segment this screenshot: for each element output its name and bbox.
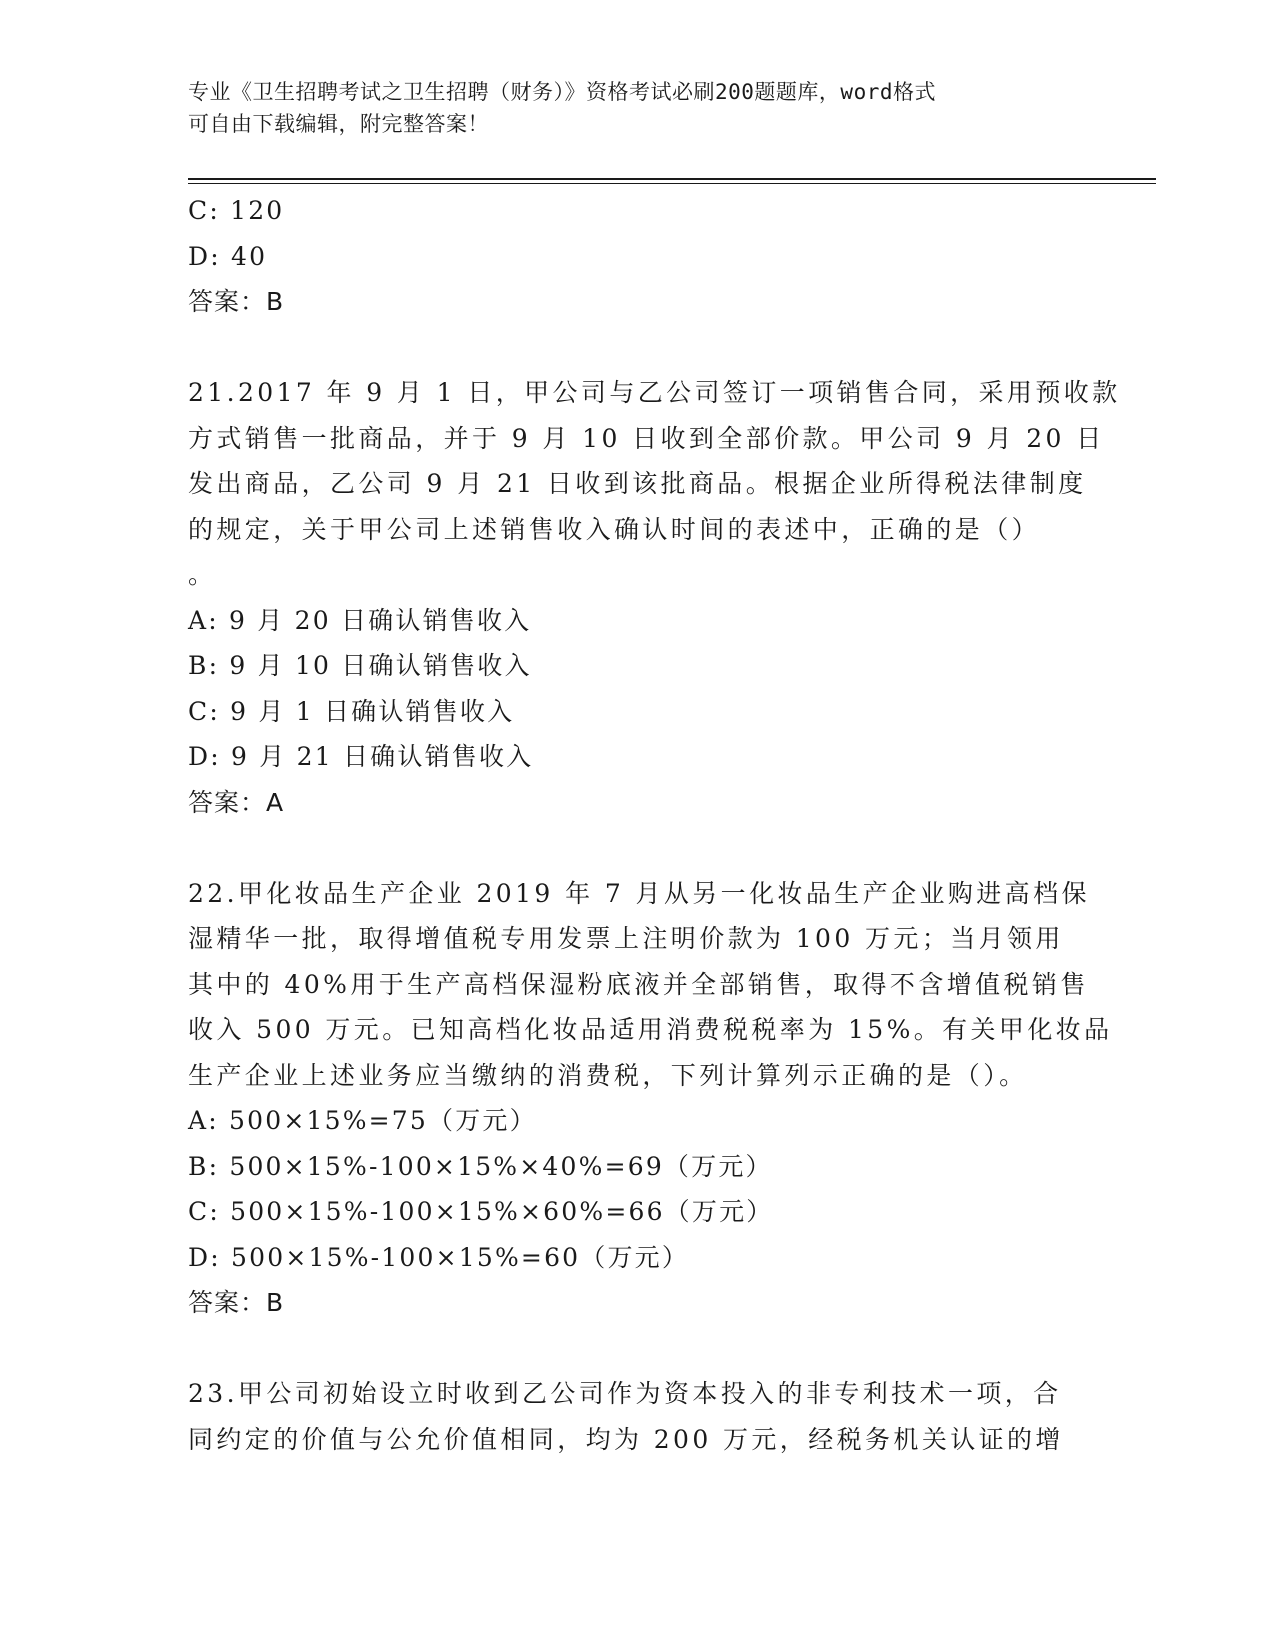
spacer bbox=[188, 1326, 1088, 1372]
option-a: A: 9 月 20 日确认销售收入 bbox=[188, 605, 532, 635]
header-divider-thin bbox=[188, 183, 1156, 184]
question-22 bbox=[188, 871, 1113, 1326]
stem-line: 其中的 40%用于生产高档保湿粉底液并全部销售，取得不含增值税销售 bbox=[188, 969, 1089, 999]
option-d: D: 500×15%-100×15%=60（万元） bbox=[188, 1242, 690, 1272]
stem-line: 生产企业上述业务应当缴纳的消费税，下列计算列示正确的是（）。 bbox=[188, 1060, 1028, 1090]
option-c: C: 120 bbox=[188, 196, 285, 225]
option-c: C: 500×15%-100×15%×60%=66（万元） bbox=[188, 1197, 774, 1226]
stem-line: 。 bbox=[188, 560, 217, 589]
stem-line: 21.2017 年 9 月 1 日，甲公司与乙公司签订一项销售合同，采用预收款 bbox=[188, 378, 1121, 407]
question-stem bbox=[188, 370, 1121, 598]
stem-line: 发出商品，乙公司 9 月 21 日收到该批商品。根据企业所得税法律制度 bbox=[188, 469, 1087, 498]
stem-line: 22.甲化妆品生产企业 2019 年 7 月从另一化妆品生产企业购进高档保 bbox=[188, 878, 1090, 908]
stem-line: 同约定的价值与公允价值相同，均为 200 万元，经税务机关认证的增 bbox=[188, 1424, 1064, 1454]
question-23 bbox=[188, 1371, 1088, 1462]
header-title-line-2: 可自由下载编辑，附完整答案！ bbox=[188, 112, 489, 136]
stem-line: 23.甲公司初始设立时收到乙公司作为资本投入的非专利技术一项，合 bbox=[188, 1379, 1062, 1408]
spacer bbox=[188, 825, 1088, 871]
stem-line: 的规定，关于甲公司上述销售收入确认时间的表述中，正确的是（） bbox=[188, 514, 1041, 544]
stem-line: 收入 500 万元。已知高档化妆品适用消费税税率为 15%。有关甲化妆品 bbox=[188, 1015, 1113, 1044]
question-stem bbox=[188, 1371, 1088, 1462]
header-divider-thick bbox=[188, 178, 1156, 180]
prev-question-block bbox=[188, 188, 1088, 325]
question-stem bbox=[188, 871, 1113, 1099]
question-content bbox=[188, 188, 1121, 1462]
answer-line: 答案：A bbox=[188, 787, 285, 817]
option-b: B: 500×15%-100×15%×40%=69（万元） bbox=[188, 1151, 773, 1181]
option-c: C: 9 月 1 日确认销售收入 bbox=[188, 696, 515, 726]
option-a: A: 500×15%=75（万元） bbox=[188, 1106, 537, 1135]
option-b: B: 9 月 10 日确认销售收入 bbox=[188, 651, 532, 680]
option-d: D: 9 月 21 日确认销售收入 bbox=[188, 742, 534, 771]
stem-line: 方式销售一批商品，并于 9 月 10 日收到全部价款。甲公司 9 月 20 日 bbox=[188, 423, 1105, 453]
answer-line: 答案：B bbox=[188, 287, 285, 316]
spacer bbox=[188, 325, 1088, 371]
option-d: D: 40 bbox=[188, 241, 268, 271]
stem-line: 湿精华一批，取得增值税专用发票上注明价款为 100 万元；当月领用 bbox=[188, 924, 1064, 953]
question-21 bbox=[188, 370, 1121, 825]
answer-line: 答案：B bbox=[188, 1288, 285, 1317]
page-header bbox=[188, 76, 1088, 140]
header-title-line-1: 专业《卫生招聘考试之卫生招聘（财务）》资格考试必刷200题题库，word格式 bbox=[188, 80, 936, 104]
